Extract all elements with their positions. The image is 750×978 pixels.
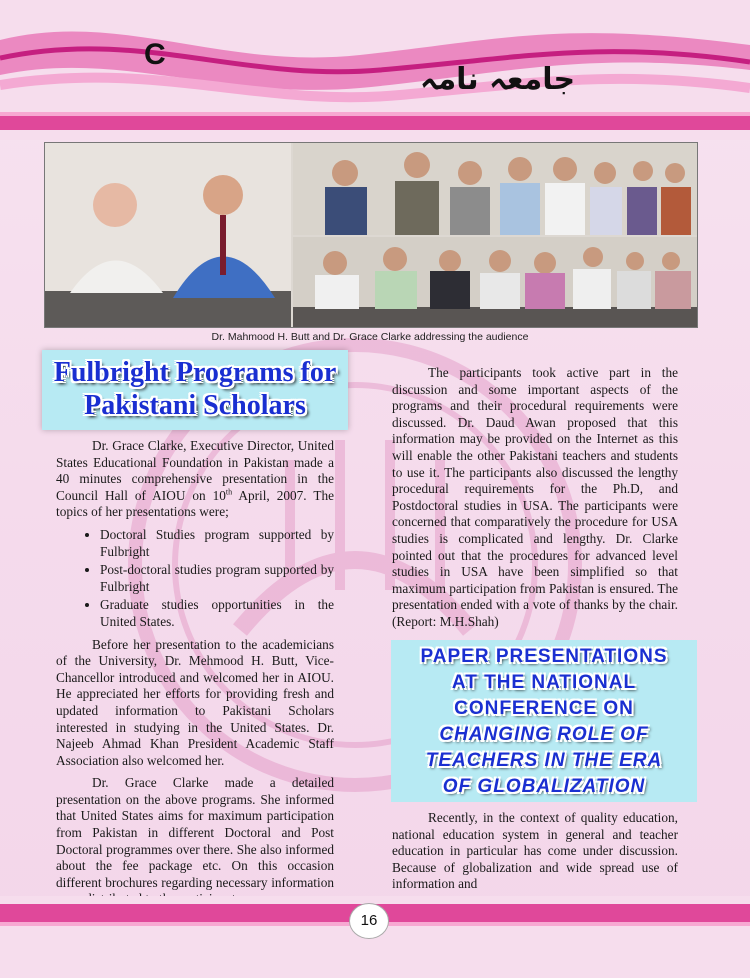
article-paragraph: The participants took active part in the discussion and some important aspects of the programs and their procedural requirements were discussed. Dr. Daud Awan proposed that this information may be provided on the Internet as this will enable the other Pakistani teachers and students to use it. The participants also discussed the lengthy procedural requirements for the Ph.D, and Postdoctoral studies in USA. The participants were concerned that comparatively the procedure for USA studies is complicated and lengthy. Dr. Clarke pointed out that the procedures for advanced level studies in USA have been simplified so that maximum participation from Pakistan is ensured. The presentation ended with a vote of thanks by the chair. (Report: M.H.Shah) — [392, 365, 678, 629]
right-text-column — [392, 365, 678, 637]
article-title — [42, 356, 348, 422]
header-decorative-band — [0, 0, 750, 140]
list-item: • Graduate studies opportunities in the United States. — [100, 597, 334, 630]
conference-title-line: TEACHERS IN THE ERA — [425, 750, 663, 771]
page-number: 16 — [349, 903, 389, 939]
event-photo-collage — [44, 142, 698, 328]
conference-title-line: PAPER PRESENTATIONS — [420, 646, 668, 667]
article-paragraph: Recently, in the context of quality education, national education system in general and teacher education in particular has come under discussion. Because of globalization and wide spread use of information and — [392, 810, 678, 892]
article-paragraph: Dr. Grace Clarke made a detailed presentation on the above programs. She informed that United States aims for maximum participation from Pakistan in different Doctoral and Post Doctoral programmes over there. She also informed about the fee package etc. On this occasion different brochures regarding necessary information — [56, 775, 334, 890]
left-text-column — [56, 438, 334, 914]
section-letter: C — [144, 38, 166, 71]
article-title-line: Fulbright Programs for — [53, 357, 337, 388]
photo-caption: Dr. Mahmood H. Butt and Dr. Grace Clarke addressing the audience — [211, 331, 529, 343]
article-paragraph: Before her presentation to the academicians of the University, Dr. Mehmood H. Butt, Vice-Chancellor introduced and welcomed her in AIOU. He appreciated her efforts for providing fresh and updated information to Pakistani Scholars interested in studying in the United States. Dr. Najeeb Ahmad Khan President Academic Staff Association also welcomed her. — [56, 636, 334, 768]
urdu-magazine-title: جامعہ نامہ — [420, 62, 576, 97]
topics-list — [56, 527, 334, 631]
conference-title-line: AT THE NATIONAL — [451, 672, 637, 693]
conference-title-line: CONFERENCE ON — [454, 698, 634, 719]
conference-text-column — [392, 810, 678, 899]
paragraph-text: April, 2007. The topics of her presentations were; — [56, 487, 334, 520]
conference-title-line: OF GLOBALIZATION — [442, 776, 646, 797]
article-title-line: Pakistani Scholars — [84, 390, 306, 421]
conference-title-box — [391, 640, 697, 802]
list-item: • Doctoral Studies program supported by Fulbright — [100, 527, 334, 560]
list-item: • Post-doctoral studies program supported by Fulbright — [100, 562, 334, 595]
ordinal-suffix: th — [225, 487, 233, 497]
conference-title-line: CHANGING ROLE OF — [439, 724, 649, 745]
article-paragraph — [56, 438, 334, 521]
conference-title — [391, 644, 697, 800]
article-title-box — [42, 350, 348, 430]
paragraph-text: Dr. Grace Clarke, Executive Director, United States Educational Foundation in Pakistan made a 40 minutes comprehensive presentation in the Council Hall of AIOU on 10 — [56, 438, 334, 503]
